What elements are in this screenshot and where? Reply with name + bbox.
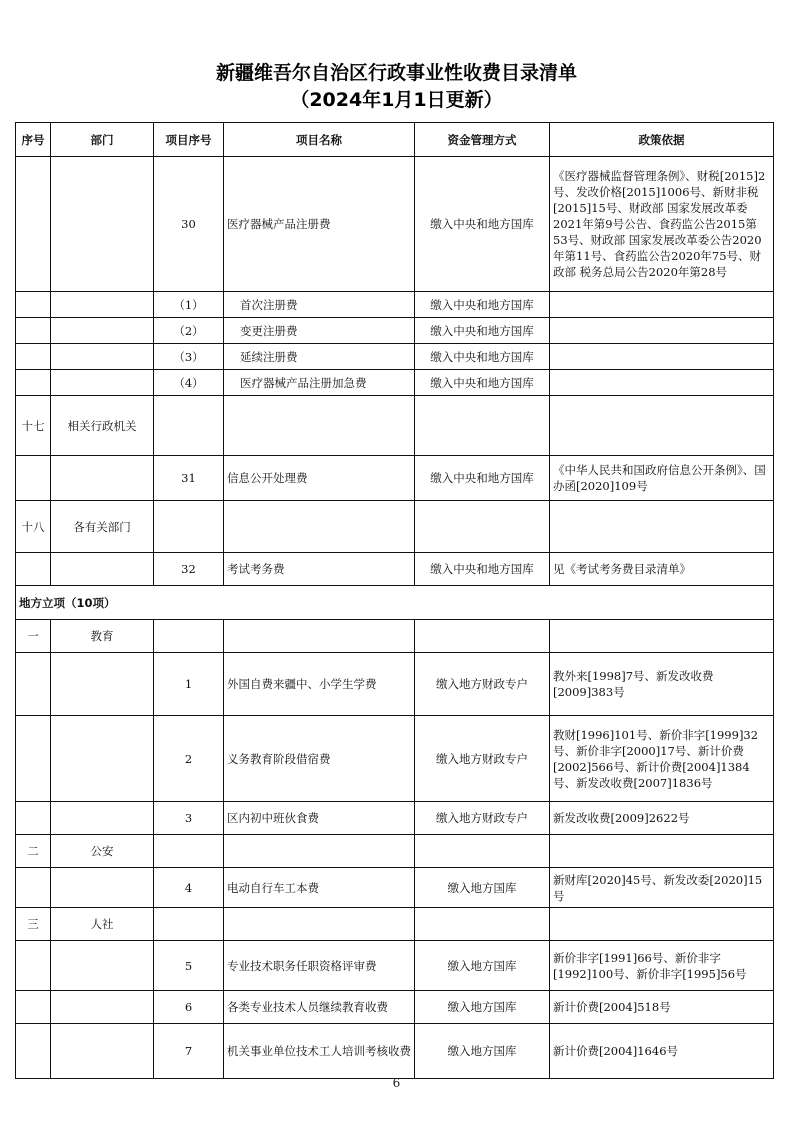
cell-seq (16, 456, 51, 501)
cell-fund: 缴入地方国库 (415, 941, 550, 991)
cell-item-name (224, 908, 415, 941)
cell-policy (550, 344, 774, 370)
cell-dept (51, 802, 154, 835)
cell-dept (51, 344, 154, 370)
page-number: 6 (392, 1076, 401, 1090)
cell-policy: 新计价费[2004]1646号 (550, 1024, 774, 1079)
table-row (16, 501, 774, 553)
cell-fund: 缴入地方国库 (415, 1024, 550, 1079)
cell-item-no (154, 908, 224, 941)
cell-dept (51, 868, 154, 908)
cell-fund: 缴入中央和地方国库 (415, 456, 550, 501)
cell-item-name: 首次注册费 (224, 292, 415, 318)
header-seq: 序号 (16, 123, 51, 157)
cell-dept: 公安 (51, 835, 154, 868)
table-row (16, 908, 774, 941)
cell-seq: 十八 (16, 501, 51, 553)
table-row (16, 318, 774, 344)
cell-fund: 缴入地方国库 (415, 991, 550, 1024)
cell-fund: 缴入中央和地方国库 (415, 292, 550, 318)
cell-seq (16, 653, 51, 716)
cell-item-no: 30 (154, 157, 224, 292)
table-row (16, 802, 774, 835)
cell-dept (51, 318, 154, 344)
header-fund-management: 资金管理方式 (415, 123, 550, 157)
header-item-name: 项目名称 (224, 123, 415, 157)
cell-fund: 缴入地方国库 (415, 868, 550, 908)
cell-dept: 教育 (51, 620, 154, 653)
cell-item-name: 专业技术职务任职资格评审费 (224, 941, 415, 991)
cell-dept (51, 553, 154, 586)
cell-policy (550, 501, 774, 553)
cell-seq: 一 (16, 620, 51, 653)
cell-policy: 教财[1996]101号、新价非字[1999]32号、新价非字[2000]17号、新计价费[2002]566号、新计价费[2004]1384号、新发改收费[2007]1836号 (550, 716, 774, 802)
table-row (16, 868, 774, 908)
cell-item-no (154, 620, 224, 653)
document-title: 新疆维吾尔自治区行政事业性收费目录清单 (215, 62, 577, 84)
cell-item-no: （1） (154, 292, 224, 318)
table-row (16, 396, 774, 456)
cell-policy: 新财库[2020]45号、新发改委[2020]15号 (550, 868, 774, 908)
cell-dept (51, 991, 154, 1024)
cell-item-no: 2 (154, 716, 224, 802)
cell-item-no: 4 (154, 868, 224, 908)
cell-item-no: 1 (154, 653, 224, 716)
cell-seq (16, 991, 51, 1024)
table-row (16, 370, 774, 396)
cell-item-no: （2） (154, 318, 224, 344)
cell-fund: 缴入地方财政专户 (415, 802, 550, 835)
cell-fund (415, 620, 550, 653)
cell-fund: 缴入中央和地方国库 (415, 370, 550, 396)
cell-item-name: 机关事业单位技术工人培训考核收费 (224, 1024, 415, 1079)
cell-item-name: 延续注册费 (224, 344, 415, 370)
table-row (16, 653, 774, 716)
cell-seq (16, 370, 51, 396)
cell-item-name: 各类专业技术人员继续教育收费 (224, 991, 415, 1024)
table-row (16, 157, 774, 292)
cell-item-name: 义务教育阶段借宿费 (224, 716, 415, 802)
cell-item-no: 32 (154, 553, 224, 586)
cell-policy (550, 908, 774, 941)
cell-seq (16, 553, 51, 586)
cell-dept (51, 653, 154, 716)
cell-seq: 二 (16, 835, 51, 868)
cell-item-name: 信息公开处理费 (224, 456, 415, 501)
cell-seq (16, 1024, 51, 1079)
cell-item-name (224, 501, 415, 553)
cell-seq (16, 868, 51, 908)
cell-fund (415, 396, 550, 456)
table-row (16, 941, 774, 991)
document-subtitle: （2024年1月1日更新） (290, 89, 503, 111)
table-row (16, 835, 774, 868)
cell-fund: 缴入地方财政专户 (415, 653, 550, 716)
cell-policy: 新价非字[1991]66号、新价非字[1992]100号、新价非字[1995]56号 (550, 941, 774, 991)
cell-item-name: 电动自行车工本费 (224, 868, 415, 908)
cell-policy: 《中华人民共和国政府信息公开条例》、国办函[2020]109号 (550, 456, 774, 501)
cell-seq (16, 157, 51, 292)
cell-dept (51, 1024, 154, 1079)
cell-policy: 教外来[1998]7号、新发改收费[2009]383号 (550, 653, 774, 716)
cell-item-name (224, 620, 415, 653)
cell-seq (16, 344, 51, 370)
cell-item-no: （4） (154, 370, 224, 396)
cell-dept (51, 370, 154, 396)
table-row (16, 456, 774, 501)
cell-dept (51, 456, 154, 501)
table-row (16, 344, 774, 370)
cell-fund: 缴入中央和地方国库 (415, 553, 550, 586)
cell-policy: 新发改收费[2009]2622号 (550, 802, 774, 835)
table-row (16, 620, 774, 653)
fee-catalog-table (15, 122, 774, 1079)
cell-fund: 缴入中央和地方国库 (415, 157, 550, 292)
cell-seq: 三 (16, 908, 51, 941)
cell-seq (16, 292, 51, 318)
cell-item-no (154, 835, 224, 868)
cell-policy: 新计价费[2004]518号 (550, 991, 774, 1024)
cell-seq (16, 318, 51, 344)
cell-fund: 缴入地方财政专户 (415, 716, 550, 802)
cell-dept (51, 157, 154, 292)
cell-dept: 各有关部门 (51, 501, 154, 553)
cell-item-no (154, 501, 224, 553)
cell-item-name: 考试考务费 (224, 553, 415, 586)
cell-item-no: 5 (154, 941, 224, 991)
cell-fund (415, 835, 550, 868)
cell-fund: 缴入中央和地方国库 (415, 318, 550, 344)
cell-policy (550, 396, 774, 456)
cell-item-name: 医疗器械产品注册费 (224, 157, 415, 292)
cell-policy (550, 318, 774, 344)
header-item-no: 项目序号 (154, 123, 224, 157)
cell-dept (51, 941, 154, 991)
table-row (16, 991, 774, 1024)
cell-item-name: 外国自费来疆中、小学生学费 (224, 653, 415, 716)
section-local-label: 地方立项（10项） (16, 586, 774, 620)
table-header-row (16, 123, 774, 157)
section-row-local (16, 586, 774, 620)
cell-item-name (224, 396, 415, 456)
cell-seq (16, 941, 51, 991)
cell-item-name (224, 835, 415, 868)
cell-policy (550, 835, 774, 868)
header-policy-basis: 政策依据 (550, 123, 774, 157)
cell-item-no: 31 (154, 456, 224, 501)
cell-fund (415, 501, 550, 553)
cell-dept (51, 716, 154, 802)
cell-policy: 《医疗器械监督管理条例》、财税[2015]2号、发改价格[2015]1006号、新财非税[2015]15号、财政部 国家发展改革委2021年第9号公告、食药监公告2015第53号、财政部 国家发展改革委公告2020年第11号、食药监公告2020年75号、财政部 税务总局公告2020年第28号 (550, 157, 774, 292)
cell-seq (16, 716, 51, 802)
cell-policy: 见《考试考务费目录清单》 (550, 553, 774, 586)
cell-fund (415, 908, 550, 941)
cell-item-no (154, 396, 224, 456)
cell-dept: 相关行政机关 (51, 396, 154, 456)
cell-item-no: 3 (154, 802, 224, 835)
table-row (16, 292, 774, 318)
cell-item-no: 6 (154, 991, 224, 1024)
cell-seq: 十七 (16, 396, 51, 456)
cell-policy (550, 292, 774, 318)
cell-item-name: 变更注册费 (224, 318, 415, 344)
cell-policy (550, 370, 774, 396)
cell-item-name: 区内初中班伙食费 (224, 802, 415, 835)
header-dept: 部门 (51, 123, 154, 157)
table-row (16, 1024, 774, 1079)
cell-fund: 缴入中央和地方国库 (415, 344, 550, 370)
cell-item-name: 医疗器械产品注册加急费 (224, 370, 415, 396)
cell-dept: 人社 (51, 908, 154, 941)
table-row (16, 716, 774, 802)
cell-item-no: （3） (154, 344, 224, 370)
cell-seq (16, 802, 51, 835)
cell-dept (51, 292, 154, 318)
cell-policy (550, 620, 774, 653)
cell-item-no: 7 (154, 1024, 224, 1079)
table-row (16, 553, 774, 586)
